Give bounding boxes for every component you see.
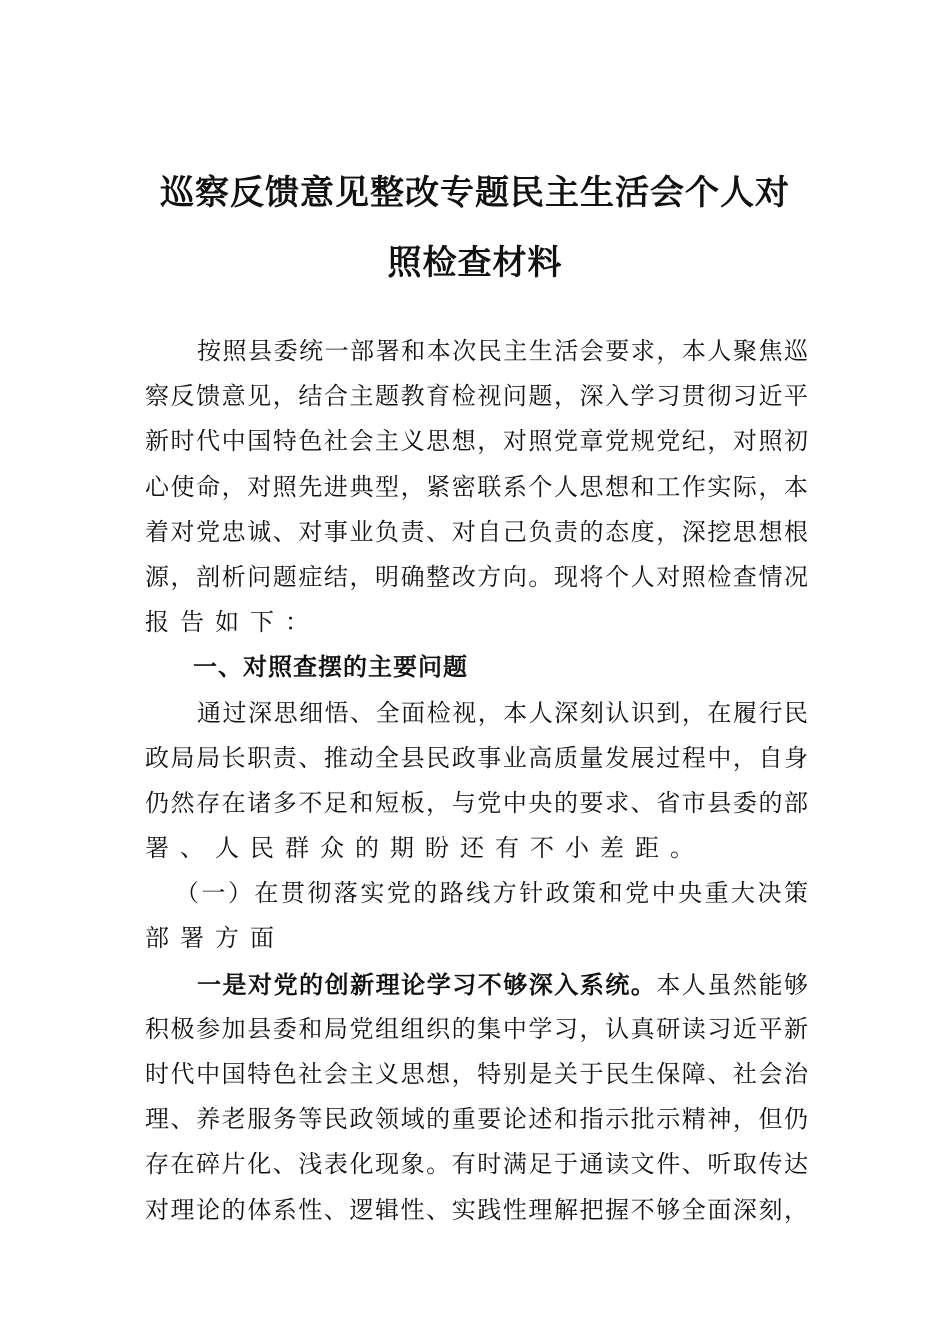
paragraph-line: 署、人民群众的期盼还有不小差距。 (145, 834, 705, 863)
subheading-line: 部署方面 (145, 924, 285, 953)
paragraph-line: 通过深思细悟、全面检视，本人深刻认识到，在履行民 (197, 698, 808, 727)
paragraph-line: 察反馈意见，结合主题教育检视问题，深入学习贯彻习近平 (145, 382, 808, 411)
paragraph-line: 按照县委统一部署和本次民主生活会要求，本人聚焦巡 (197, 337, 808, 365)
paragraph-text: 本人虽然能够 (656, 970, 808, 999)
paragraph-line: 政局局长职责、推动全县民政事业高质量发展过程中，自身 (145, 743, 808, 772)
paragraph-line: 时代中国特色社会主义思想，特别是关于民生保障、社会治 (145, 1060, 808, 1088)
section-heading: 一、对照查摆的主要问题 (193, 653, 468, 682)
paragraph-line: 源，剖析问题症结，明确整改方向。现将个人对照检查情况 (145, 562, 808, 591)
paragraph-line: 理、养老服务等民政领域的重要论述和指示批示精神，但仍 (145, 1105, 808, 1134)
paragraph-line: 报告如下： (145, 608, 320, 637)
bold-lead: 一是对党的创新理论学习不够深入系统。 (197, 969, 657, 999)
paragraph-line: 新时代中国特色社会主义思想，对照党章党规党纪，对照初 (145, 427, 808, 456)
paragraph-line (145, 962, 808, 1007)
paragraph-line: 仍然存在诸多不足和短板，与党中央的要求、省市县委的部 (145, 788, 808, 817)
paragraph-line: 心使命，对照先进典型，紧密联系个人思想和工作实际，本 (145, 472, 808, 501)
paragraph-line: 存在碎片化、浅表化现象。有时满足于通读文件、听取传达 (145, 1150, 808, 1179)
document-title (0, 158, 950, 298)
title-line-2: 照检查材料 (387, 243, 563, 283)
title-line-1: 巡察反馈意见整改专题民主生活会个人对 (160, 173, 790, 213)
paragraph-line: 对理论的体系性、逻辑性、实践性理解把握不够全面深刻， (145, 1195, 808, 1224)
subheading-line: （一）在贯彻落实党的路线方针政策和党中央重大决策 (175, 879, 808, 908)
paragraph-line: 着对党忠诚、对事业负责、对自己负责的态度，深挖思想根 (145, 517, 808, 546)
paragraph-line: 积极参加县委和局党组组织的集中学习，认真研读习近平新 (145, 1014, 808, 1043)
document-body (145, 329, 808, 1233)
